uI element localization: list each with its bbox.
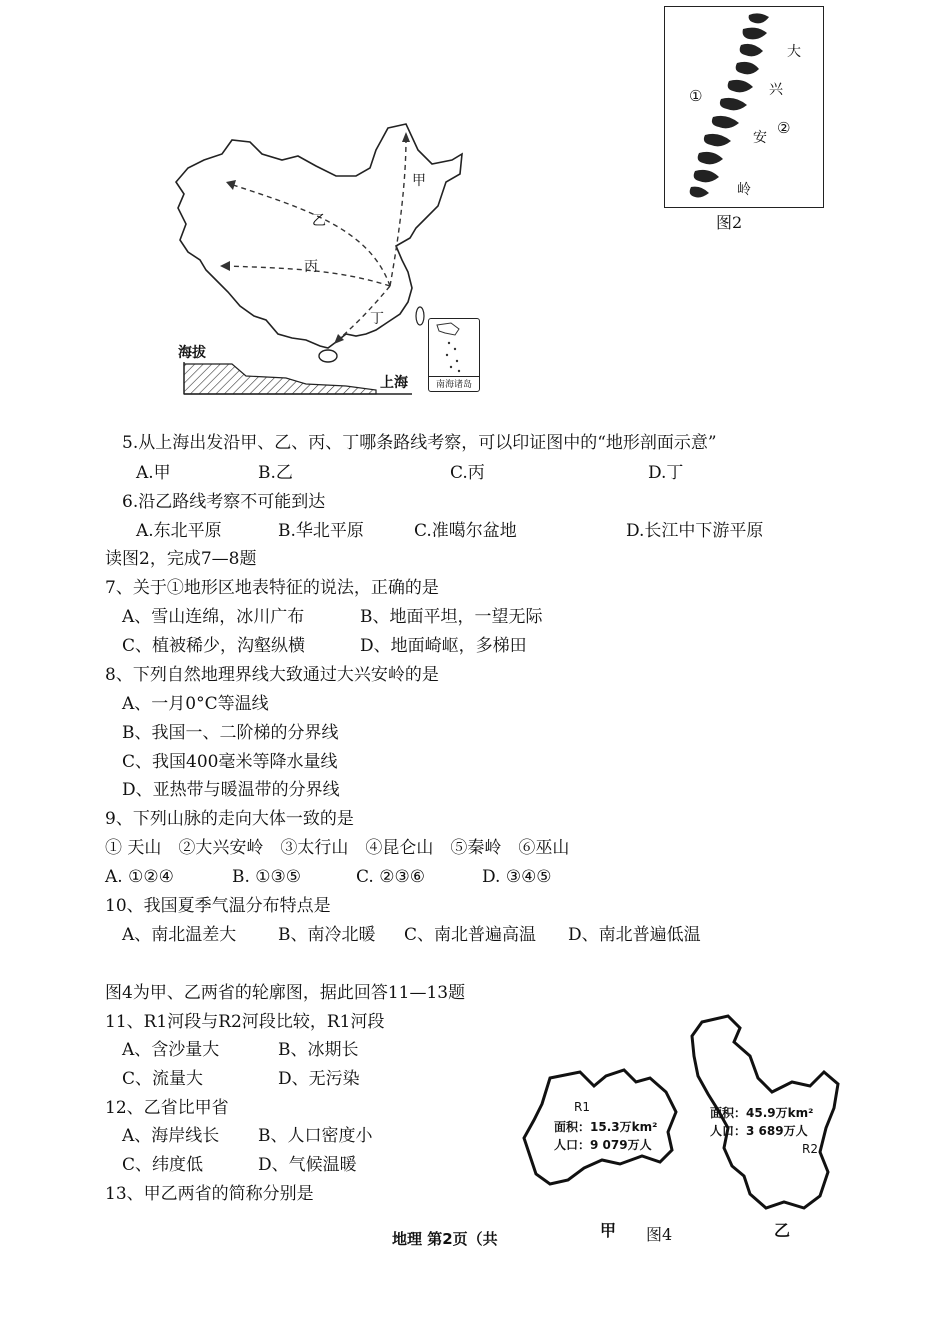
- province-jia-population: 人口：9 079万人: [554, 1138, 652, 1152]
- profile-shanghai-label: 上海: [380, 375, 408, 391]
- q9-option-b: B. ①③⑤: [232, 867, 302, 887]
- province-yi-population: 人口：3 689万人: [710, 1124, 808, 1138]
- region-1-label: ①: [689, 87, 703, 105]
- q7-option-b: B、地面平坦，一望无际: [360, 607, 543, 627]
- figure-4-caption: 图4: [646, 1225, 673, 1244]
- route-label-yi: 乙: [312, 213, 326, 229]
- river-r2-label: R2: [802, 1142, 818, 1156]
- inset-label: 南海诸岛: [429, 376, 479, 390]
- q9-option-a: A. ①②④: [105, 867, 174, 887]
- intro-11-13: 图4为甲、乙两省的轮廓图，据此回答11—13题: [105, 983, 466, 1003]
- q6-option-a: A.东北平原: [136, 521, 222, 541]
- q11-option-a: A、含沙量大: [122, 1040, 220, 1060]
- intro-7-8: 读图2，完成7—8题: [105, 549, 257, 569]
- q9-stem: 9、下列山脉的走向大体一致的是: [105, 809, 354, 829]
- q11-option-b: B、冰期长: [278, 1040, 359, 1060]
- q10-option-a: A、南北温差大: [122, 925, 237, 945]
- route-label-jia: 甲: [412, 173, 426, 189]
- q6-option-b: B.华北平原: [278, 521, 364, 541]
- q9-items: ① 天山 ②大兴安岭 ③太行山 ④昆仑山 ⑤秦岭 ⑥巫山: [105, 838, 570, 858]
- range-char-3: 安: [753, 130, 767, 146]
- q9-option-d: D. ③④⑤: [482, 867, 552, 887]
- q11-stem: 11、R1河段与R2河段比较，R1河段: [105, 1012, 385, 1032]
- province-jia-name: 甲: [600, 1221, 617, 1240]
- range-char-2: 兴: [769, 82, 783, 98]
- q8-option-d: D、亚热带与暖温带的分界线: [122, 780, 340, 800]
- q12-option-a: A、海岸线长: [122, 1126, 220, 1146]
- q10-option-c: C、南北普遍高温: [404, 925, 537, 945]
- region-2-label: ②: [777, 119, 791, 137]
- q12-option-b: B、人口密度小: [258, 1126, 373, 1146]
- figure-4-province-jia: [520, 1064, 700, 1194]
- q6-stem: 6.沿乙路线考察不可能到达: [122, 492, 326, 512]
- province-yi-area: 面积：45.9万km²: [710, 1106, 814, 1120]
- profile-altitude-label: 海拔: [178, 345, 206, 361]
- q9-option-c: C. ②③⑥: [356, 867, 425, 887]
- q8-option-b: B、我国一、二阶梯的分界线: [122, 723, 339, 743]
- q12-stem: 12、乙省比甲省: [105, 1098, 229, 1118]
- terrain-profile: [176, 340, 416, 400]
- river-r1-label: R1: [574, 1100, 590, 1114]
- q5-option-d: D.丁: [648, 463, 684, 483]
- range-char-4: 岭: [737, 182, 751, 198]
- figure-2-frame: [664, 6, 824, 208]
- q8-option-a: A、一月0°C等温线: [122, 694, 269, 714]
- q5-option-c: C.丙: [450, 463, 485, 483]
- range-char-1: 大: [787, 44, 801, 60]
- q10-stem: 10、我国夏季气温分布特点是: [105, 896, 331, 916]
- q6-option-c: C.准噶尔盆地: [414, 521, 517, 541]
- q11-option-c: C、流量大: [122, 1069, 204, 1089]
- mountain-range-strip: [665, 7, 823, 207]
- route-label-ding: 丁: [370, 311, 384, 327]
- q8-option-c: C、我国400毫米等降水量线: [122, 752, 338, 772]
- figure-2-caption: 图2: [716, 213, 743, 232]
- q6-option-d: D.长江中下游平原: [626, 521, 764, 541]
- q10-option-b: B、南冷北暖: [278, 925, 376, 945]
- q5-option-b: B.乙: [258, 463, 293, 483]
- q13-stem: 13、甲乙两省的简称分别是: [105, 1184, 314, 1204]
- south-china-sea-inset: [428, 318, 480, 392]
- q11-option-d: D、无污染: [278, 1069, 360, 1089]
- q5-option-a: A.甲: [136, 463, 171, 483]
- q7-option-d: D、地面崎岖，多梯田: [360, 636, 527, 656]
- q12-option-d: D、气候温暖: [258, 1155, 357, 1175]
- q7-option-c: C、植被稀少，沟壑纵横: [122, 636, 306, 656]
- route-label-bing: 丙: [304, 259, 318, 275]
- province-jia-area: 面积：15.3万km²: [554, 1120, 658, 1134]
- figure-4-province-yi: [688, 1012, 846, 1212]
- q7-option-a: A、雪山连绵，冰川广布: [122, 607, 305, 627]
- province-yi-name: 乙: [774, 1221, 791, 1240]
- q7-stem: 7、关于①地形区地表特征的说法，正确的是: [105, 578, 439, 598]
- q10-option-d: D、南北普遍低温: [568, 925, 701, 945]
- q8-stem: 8、下列自然地理界线大致通过大兴安岭的是: [105, 665, 439, 685]
- page-footer: 地理 第2页（共: [392, 1230, 498, 1248]
- q5-stem: 5.从上海出发沿甲、乙、丙、丁哪条路线考察，可以印证图中的“地形剖面示意”: [122, 433, 717, 453]
- q12-option-c: C、纬度低: [122, 1155, 204, 1175]
